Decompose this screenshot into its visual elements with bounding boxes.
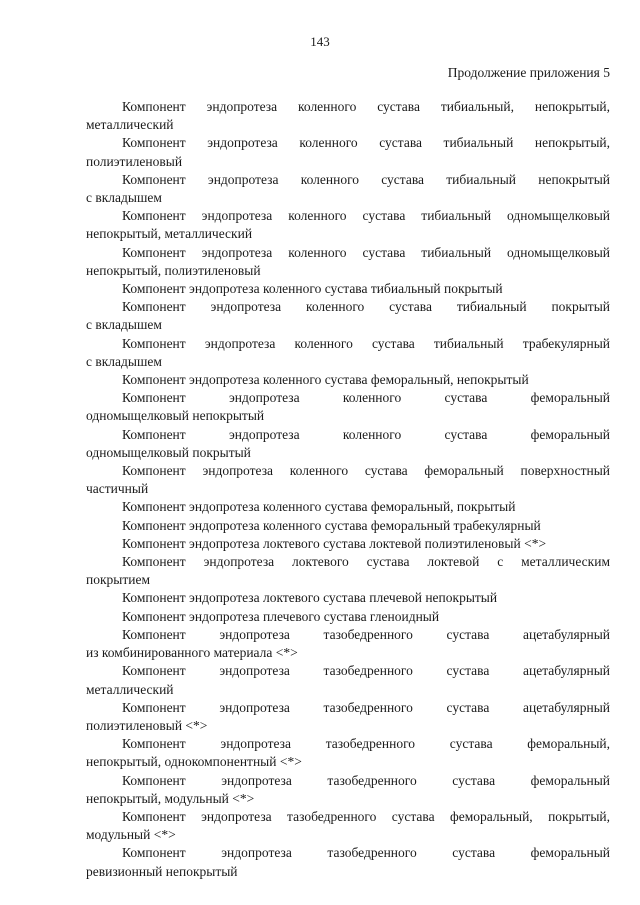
list-item (86, 389, 610, 425)
continuation-label: Продолжение приложения 5 (447, 65, 610, 80)
entry-continuation-line: непокрытый, однокомпонентный <*> (86, 754, 302, 770)
entry-continuation-line: ревизионный непокрытый (86, 863, 238, 879)
list-item (86, 335, 610, 371)
entry-continuation-line: полиэтиленовый <*> (86, 717, 208, 733)
list-item (86, 626, 610, 662)
entry-continuation-line: частичный (86, 481, 149, 497)
list-item (86, 589, 610, 607)
entry-first-line: Компонент эндопротеза тазобедренного сустава феморальный, (122, 736, 610, 752)
entry-first-line: Компонент эндопротеза коленного сустава тибиальный, непокрытый, (122, 99, 610, 114)
entry-continuation-line: непокрытый, модульный <*> (86, 790, 255, 806)
entry-first-line: Компонент эндопротеза тазобедренного сустава феморальный (122, 772, 610, 788)
entry-first-line: Компонент эндопротеза коленного сустава тибиальный трабекулярный (122, 335, 610, 351)
list-item (86, 699, 610, 735)
entry-first-line: Компонент эндопротеза локтевого сустава локтевой полиэтиленовый <*> (122, 535, 547, 551)
entry-continuation-line: одномыщелковый покрытый (86, 444, 251, 460)
list-item (86, 844, 610, 880)
entry-first-line: Компонент эндопротеза локтевого сустава локтевой с металлическим (122, 554, 610, 570)
list-item (86, 371, 610, 389)
entry-first-line: Компонент эндопротеза коленного сустава тибиальный покрытый (122, 299, 610, 315)
entry-list (86, 98, 610, 881)
entry-first-line: Компонент эндопротеза коленного сустава феморальный (122, 426, 610, 442)
list-item (86, 244, 610, 280)
entry-continuation-line: непокрытый, металлический (86, 226, 253, 242)
entry-continuation-line: с вкладышем (86, 353, 162, 369)
entry-first-line: Компонент эндопротеза коленного сустава феморальный поверхностный (122, 463, 610, 479)
entry-first-line: Компонент эндопротеза тазобедренного сустава ацетабулярный (122, 663, 610, 679)
list-item (86, 662, 610, 698)
list-item (86, 735, 610, 771)
list-item (86, 280, 610, 298)
entry-first-line: Компонент эндопротеза тазобедренного сустава феморальный, покрытый, (122, 808, 610, 824)
entry-continuation-line: металлический (86, 117, 174, 133)
entry-continuation-line: покрытием (86, 572, 151, 588)
entry-continuation-line: с вкладышем (86, 317, 162, 333)
list-item (86, 462, 610, 498)
list-item (86, 535, 610, 553)
entry-continuation-line: из комбинированного материала <*> (86, 645, 298, 661)
list-item (86, 517, 610, 535)
list-item (86, 426, 610, 462)
list-item (86, 98, 610, 134)
list-item (86, 608, 610, 626)
entry-first-line: Компонент эндопротеза тазобедренного сустава феморальный (122, 845, 610, 861)
list-item (86, 298, 610, 334)
entry-continuation-line: модульный <*> (86, 827, 176, 843)
entry-first-line: Компонент эндопротеза плечевого сустава гленоидный (122, 608, 440, 624)
entry-continuation-line: металлический (86, 681, 174, 697)
list-item (86, 808, 610, 844)
entry-first-line: Компонент эндопротеза коленного сустава тибиальный покрытый (122, 281, 503, 297)
entry-first-line: Компонент эндопротеза тазобедренного сустава ацетабулярный (122, 699, 610, 715)
entry-first-line: Компонент эндопротеза коленного сустава тибиальный одномыщелковый (122, 244, 610, 260)
list-item (86, 171, 610, 207)
entry-continuation-line: с вкладышем (86, 190, 162, 206)
list-item (86, 207, 610, 243)
entry-first-line: Компонент эндопротеза коленного сустава тибиальный непокрытый, (122, 135, 610, 151)
entry-continuation-line: одномыщелковый непокрытый (86, 408, 265, 424)
entry-first-line: Компонент эндопротеза коленного сустава феморальный трабекулярный (122, 517, 541, 533)
list-item (86, 134, 610, 170)
entry-first-line: Компонент эндопротеза коленного сустава феморальный (122, 390, 610, 406)
entry-first-line: Компонент эндопротеза коленного сустава феморальный, покрытый (122, 499, 516, 515)
list-item (86, 498, 610, 516)
page-number: 143 (310, 34, 330, 49)
entry-first-line: Компонент эндопротеза тазобедренного сустава ацетабулярный (122, 626, 610, 642)
entry-first-line: Компонент эндопротеза коленного сустава тибиальный одномыщелковый (122, 208, 610, 224)
list-item (86, 772, 610, 808)
entry-first-line: Компонент эндопротеза коленного сустава феморальный, непокрытый (122, 372, 529, 388)
entry-first-line: Компонент эндопротеза коленного сустава тибиальный непокрытый (122, 171, 610, 187)
entry-continuation-line: непокрытый, полиэтиленовый (86, 262, 261, 278)
entry-first-line: Компонент эндопротеза локтевого сустава плечевой непокрытый (122, 590, 498, 606)
entry-continuation-line: полиэтиленовый (86, 153, 183, 169)
list-item (86, 553, 610, 589)
